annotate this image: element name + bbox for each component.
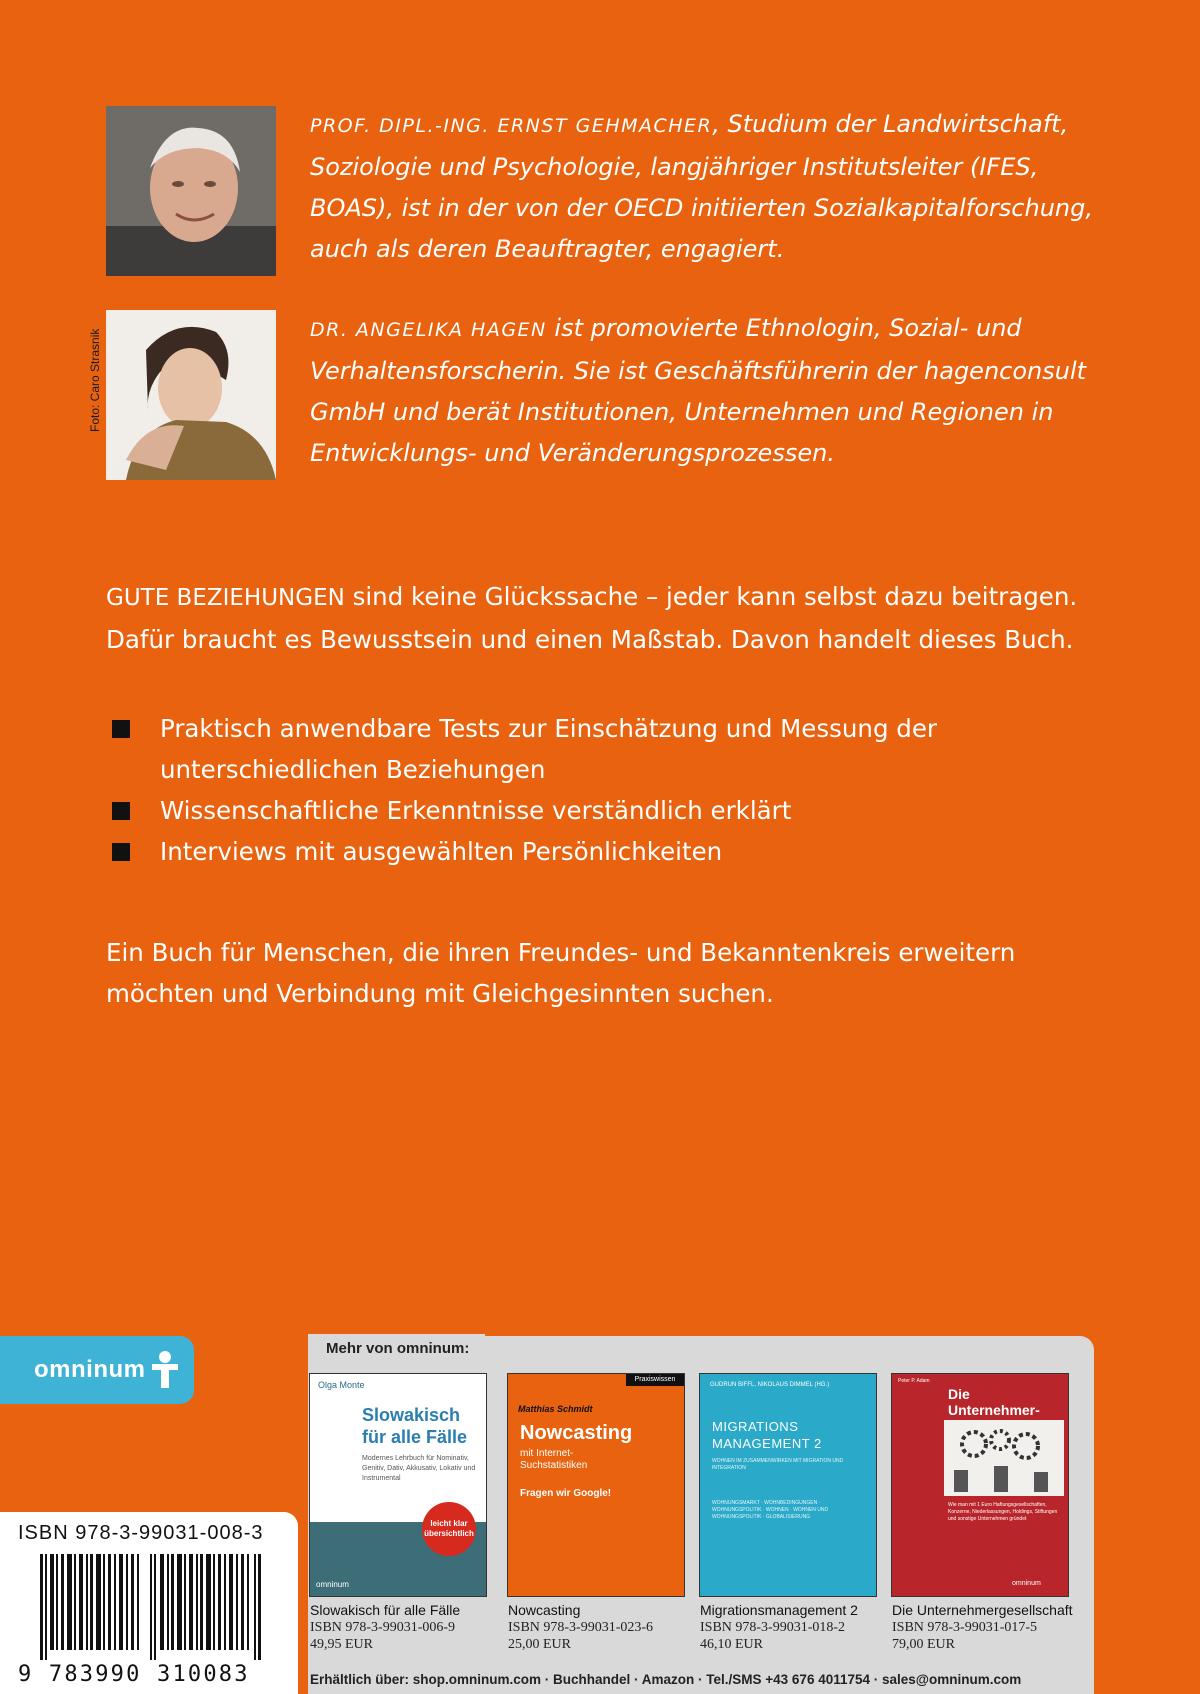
bullet-square-icon bbox=[112, 720, 130, 738]
barcode-digits: 9 783990 310083 bbox=[18, 1662, 250, 1687]
gears-illustration bbox=[944, 1420, 1064, 1496]
bullet-square-icon bbox=[112, 843, 130, 861]
publisher-logo-text: omninum bbox=[34, 1356, 146, 1383]
book-intro bbox=[106, 576, 1096, 660]
more-books-label: Mehr von omninum: bbox=[308, 1334, 485, 1365]
cover-keywords: WOHNUNGSMARKT · WOHNBEDINGUNGEN · WOHNUNGSPOLITIK · WOHNEN · WOHNEN UND WOHNUNGSPOLITIK · GLOBALISIERUNG bbox=[712, 1500, 829, 1520]
author-bio-gehmacher bbox=[310, 104, 1110, 270]
book-cover-unternehmergesellschaft[interactable] bbox=[892, 1374, 1068, 1596]
book-price: 49,95 EUR bbox=[310, 1637, 373, 1652]
book-cover-slowakisch[interactable] bbox=[310, 1374, 486, 1596]
book-cover-nowcasting[interactable] bbox=[508, 1374, 684, 1596]
cover-band: Praxiswissen bbox=[626, 1374, 684, 1386]
isbn-barcode-box bbox=[0, 1512, 298, 1694]
author-bio-text: ist promovierte Ethnologin, Sozial- und Verhaltensforscherin. Sie ist Geschäftsführerin der hagenconsult GmbH und berät Institutionen, Unternehmen und Regionen in Entwicklungs- und Veränderungsprozessen. bbox=[310, 314, 1087, 467]
author-photo-gehmacher bbox=[106, 106, 276, 276]
cover-tagline: Fragen wir Google! bbox=[520, 1488, 612, 1499]
bullet-square-icon bbox=[112, 802, 130, 820]
cover-title-line: Slowakisch bbox=[362, 1405, 461, 1425]
list-item-text: Interviews mit ausgewählten Persönlichkeiten bbox=[160, 837, 723, 866]
author-name: DR. ANGELIKA HAGEN bbox=[310, 319, 547, 341]
cover-subtitle: WOHNEN IM ZUSAMMENWIRKEN MIT MIGRATION UND INTEGRATION bbox=[712, 1458, 844, 1471]
cover-title bbox=[712, 1418, 822, 1452]
cover-text: Wie man mit 1 Euro Haftungsgesellschaften, Konzerne, Niederlassungen, Holdings, Stiftungen und sonstige Unternehmen gründet bbox=[948, 1502, 1058, 1522]
book-title: Nowcasting bbox=[508, 1602, 581, 1618]
book-caption bbox=[700, 1602, 886, 1653]
photo-credit: Foto: Caro Strasnik bbox=[88, 328, 102, 432]
intro-lead: GUTE BEZIEHUNGEN bbox=[106, 585, 345, 611]
author-photo-hagen bbox=[106, 310, 276, 480]
book-price: 25,00 EUR bbox=[508, 1637, 571, 1652]
cover-subtitle-line: Suchstatistiken bbox=[520, 1460, 588, 1471]
book-title: Slowakisch für alle Fälle bbox=[310, 1602, 461, 1618]
barcode-image bbox=[40, 1554, 280, 1660]
book-caption bbox=[310, 1602, 496, 1653]
more-books-panel bbox=[308, 1336, 1094, 1694]
cover-badge: leicht klar übersichtlich bbox=[422, 1502, 476, 1556]
cover-brand: omninum bbox=[1012, 1580, 1041, 1587]
cover-brand: omninum bbox=[316, 1580, 349, 1589]
book-caption bbox=[892, 1602, 1078, 1653]
book-isbn: ISBN 978-3-99031-018-2 bbox=[700, 1620, 846, 1635]
book-price: 46,10 EUR bbox=[700, 1637, 763, 1652]
cover-author: Olga Monte bbox=[318, 1380, 365, 1390]
publisher-logo-tab bbox=[0, 1336, 194, 1404]
cover-subtitle-line: mit Internet- bbox=[520, 1448, 574, 1459]
list-item bbox=[106, 708, 1096, 790]
cover-subtitle bbox=[520, 1448, 587, 1472]
book-caption bbox=[508, 1602, 694, 1653]
book-isbn: ISBN 978-3-99031-006-9 bbox=[310, 1620, 456, 1635]
author-name: PROF. DIPL.-ING. ERNST GEHMACHER bbox=[310, 115, 713, 137]
author-bio-hagen bbox=[310, 308, 1110, 474]
portrait-man-image bbox=[106, 106, 276, 276]
portrait-woman-image bbox=[106, 310, 276, 480]
book-title: Migrationsmanagement 2 bbox=[700, 1602, 858, 1618]
intro-text: sind keine Glückssache – jeder kann selbst dazu beitragen. Dafür braucht es Bewusstsein und einen Maßstab. Davon handelt dieses Buch. bbox=[106, 582, 1078, 654]
book-cover-migrationsmanagement[interactable] bbox=[700, 1374, 876, 1596]
book-isbn: ISBN 978-3-99031-017-5 bbox=[892, 1620, 1038, 1635]
cover-subtitle: Modernes Lehrbuch für Nominativ, Genitiv, Dativ, Akkusativ, Lokativ und Instrumental bbox=[362, 1455, 476, 1482]
list-item-text: Wissenschaftliche Erkenntnisse verständlich erklärt bbox=[160, 796, 792, 825]
book-outro: Ein Buch für Menschen, die ihren Freundes- und Bekanntenkreis erweitern möchten und Verbindung mit Gleichgesinnten suchen. bbox=[106, 938, 1016, 1008]
availability-footer: Erhältlich über: shop.omninum.com · Buchhandel · Amazon · Tel./SMS +43 676 4011754 · sales@omninum.com bbox=[310, 1672, 1022, 1687]
author-bio-text: , Studium der Landwirtschaft, Soziologie und Psychologie, langjähriger Institutsleiter (IFES, BOAS), ist in der von der OECD initiierten Sozialkapitalforschung, auch als deren Beauftragter, engagiert. bbox=[310, 110, 1093, 263]
isbn-label: ISBN 978-3-99031-008-3 bbox=[18, 1522, 264, 1544]
cover-title-line: Die bbox=[948, 1386, 970, 1402]
cover-title-line: MIGRATIONS bbox=[712, 1419, 799, 1434]
cover-title-line: für alle Fälle bbox=[362, 1427, 468, 1447]
cover-title bbox=[362, 1404, 467, 1448]
book-price: 79,00 EUR bbox=[892, 1637, 955, 1652]
feature-list bbox=[106, 708, 1096, 872]
cover-author: GUDRUN BIFFL, NIKOLAUS DIMMEL (HG.) bbox=[710, 1382, 830, 1388]
book-isbn: ISBN 978-3-99031-023-6 bbox=[508, 1620, 654, 1635]
list-item bbox=[106, 790, 1096, 831]
list-item-text: Praktisch anwendbare Tests zur Einschätzung und Messung der unterschiedlichen Beziehungen bbox=[160, 714, 938, 784]
cover-title: Nowcasting bbox=[520, 1422, 633, 1444]
book-title: Die Unternehmergesellschaft bbox=[892, 1602, 1073, 1618]
cover-author: Peter P. Adam bbox=[898, 1378, 930, 1384]
cover-title-line: MANAGEMENT 2 bbox=[712, 1436, 822, 1451]
person-icon bbox=[150, 1350, 180, 1390]
cover-title-line: Unternehmer- bbox=[948, 1402, 1040, 1418]
list-item bbox=[106, 831, 1096, 872]
cover-author: Matthias Schmidt bbox=[518, 1404, 593, 1414]
